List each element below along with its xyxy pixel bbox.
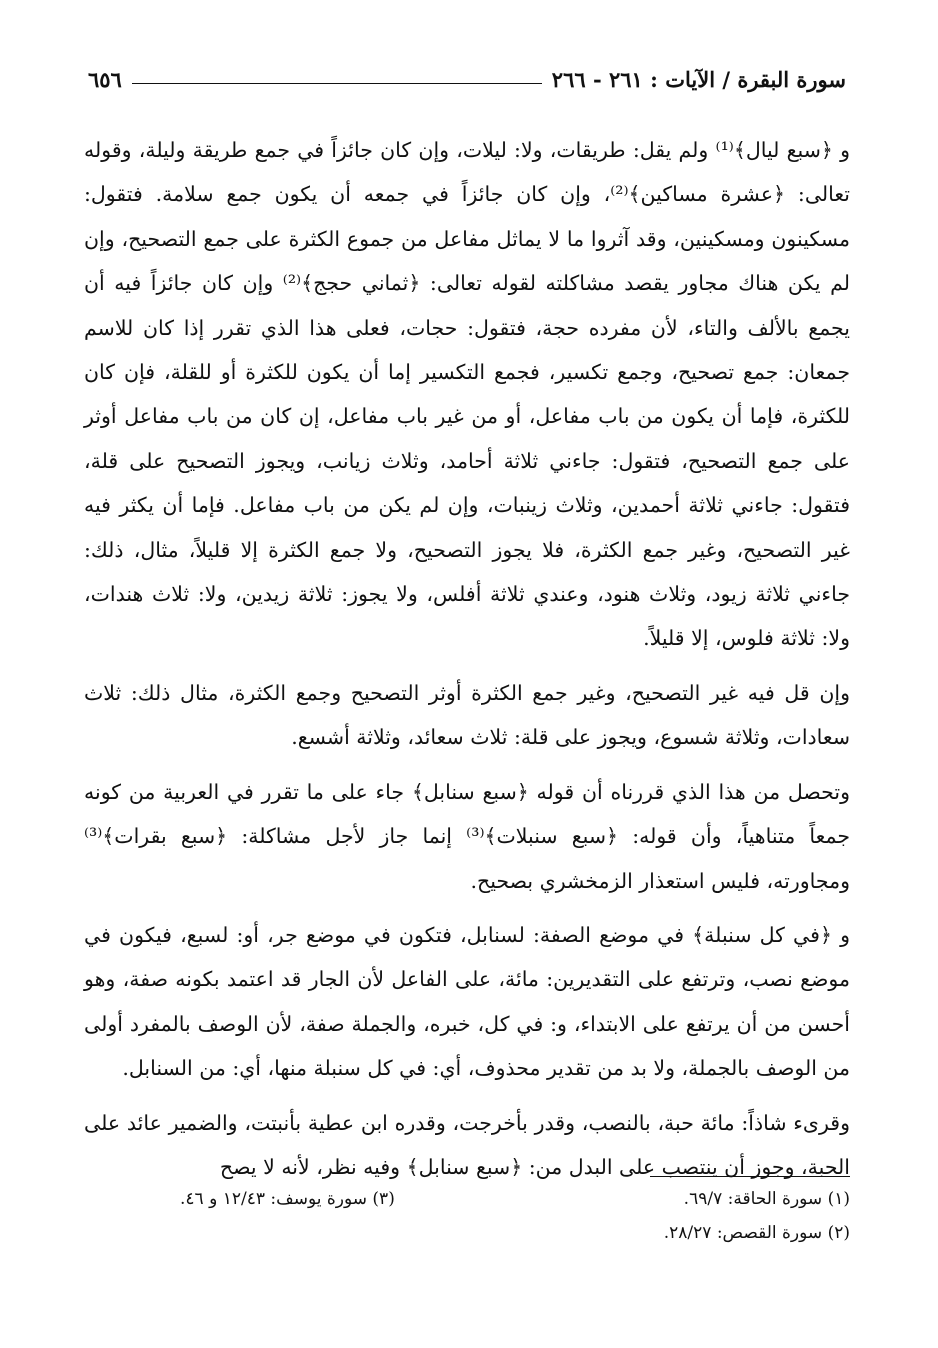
page-header xyxy=(88,62,846,96)
footnote-3: (٣) سورة يوسف: ١٢/٤٣ و ٤٦. xyxy=(180,1189,395,1209)
footnote-row xyxy=(180,1182,850,1216)
footnote-2: (٢) سورة القصص: ٢٨/٢٧. xyxy=(663,1223,850,1243)
main-text xyxy=(84,128,850,1189)
footnote-1: (١) سورة الحاقة: ٦٩/٧. xyxy=(683,1189,850,1209)
running-title: سورة البقرة / الآيات : ٢٦١ - ٢٦٦ xyxy=(551,66,846,92)
paragraph-4: و ﴿في كل سنبلة﴾ في موضع الصفة: لسنابل، فتكون في موضع جر، أو: لسبع، فيكون في موضع نصب، وترتفع على التقديرين: مائة، على الفاعل لأن الجار قد اعتمد بكونه صفة، وهو أحسن من أن يرتفع على الابتداء، و: في كل، خبره، والجملة صفة، لأن الوصف بالمفرد أولى من الوصف بالجملة، ولا بد من تقدير محذوف، أي: في كل سنبلة منها، أي: من السنابل. xyxy=(84,922,850,1081)
footnote-row xyxy=(180,1216,850,1250)
footnote-rule xyxy=(650,1176,850,1177)
paragraph-5: وقرىء شاذاً: مائة حبة، بالنصب، وقدر بأخرجت، وقدره ابن عطية بأنبتت، والضمير عائد على الحبة، وجوز أن ينتصب على البدل من: ﴿سبع سنابل﴾ وفيه نظر، لأنه لا يصح xyxy=(84,1110,850,1179)
footnotes xyxy=(180,1182,850,1250)
paragraph-1: و ﴿سبع ليال﴾⁽¹⁾ ولم يقل: طريقات، ولا: ليلات، وإن كان جائزاً في جمع طريقة وليلة، وقوله تعالى: ﴿عشرة مساكين﴾⁽²⁾، وإن كان جائزاً في جمعه أن يكون جمع سلامة. فتقول: مسكينون ومسكينين، وقد آثروا ما لا يماثل مفاعل من جموع الكثرة على جمع التصحيح، وإن لم يكن هناك مجاور يقصد مشاكلته لقوله تعالى: ﴿ثماني حجج﴾⁽²⁾ وإن كان جائزاً فيه أن يجمع بالألف والتاء، لأن مفرده حجة، فتقول: حجات، فعلى هذا الذي تقرر إذا كان للاسم جمعان: جمع تصحيح، وجمع تكسير، فجمع التكسير إما أن يكون للكثرة أو للقلة، فإن كان للكثرة، فإما أن يكون من باب مفاعل، أو من غير باب مفاعل، إن كان من باب مفاعل أوثر على جمع التصحيح، فتقول: جاءني ثلاثة أحامد، وثلاث زيانب، ويجوز التصحيح على قلة، فتقول: جاءني ثلاثة أحمدين، وثلاث زينبات، وإن لم يكن من باب مفاعل. فإما أن يكثر فيه غير التصحيح، وغير جمع الكثرة، فلا يجوز التصحيح، ولا جمع الكثرة إلا قليلاً، مثال، ذلك: جاءني ثلاثة زيود، وثلاث هنود، وعندي ثلاثة أفلس، ولا يجوز: ثلاثة زيدين، ولا: ثلاث هندات، ولا: ثلاثة فلوس، إلا قليلاً. xyxy=(84,138,850,651)
header-rule xyxy=(132,83,542,84)
paragraph-2: وإن قل فيه غير التصحيح، وغير جمع الكثرة أوثر التصحيح وجمع الكثرة، مثال ذلك: ثلاث سعادات، وثلاثة شسوع، ويجوز على قلة: ثلاث سعائد، وثلاثة أشسع. xyxy=(84,680,850,750)
page-number: ٦٥٦ xyxy=(88,66,122,92)
paragraph-3: وتحصل من هذا الذي قررناه أن قوله ﴿سبع سنابل﴾ جاء على ما تقرر في العربية من كونه جمعاً متناهياً، وأن قوله: ﴿سبع سنبلات﴾⁽³⁾ إنما جاز لأجل مشاكلة: ﴿سبع بقرات﴾⁽³⁾ ومجاورته، فليس استعذار الزمخشري بصحيح. xyxy=(84,779,851,893)
